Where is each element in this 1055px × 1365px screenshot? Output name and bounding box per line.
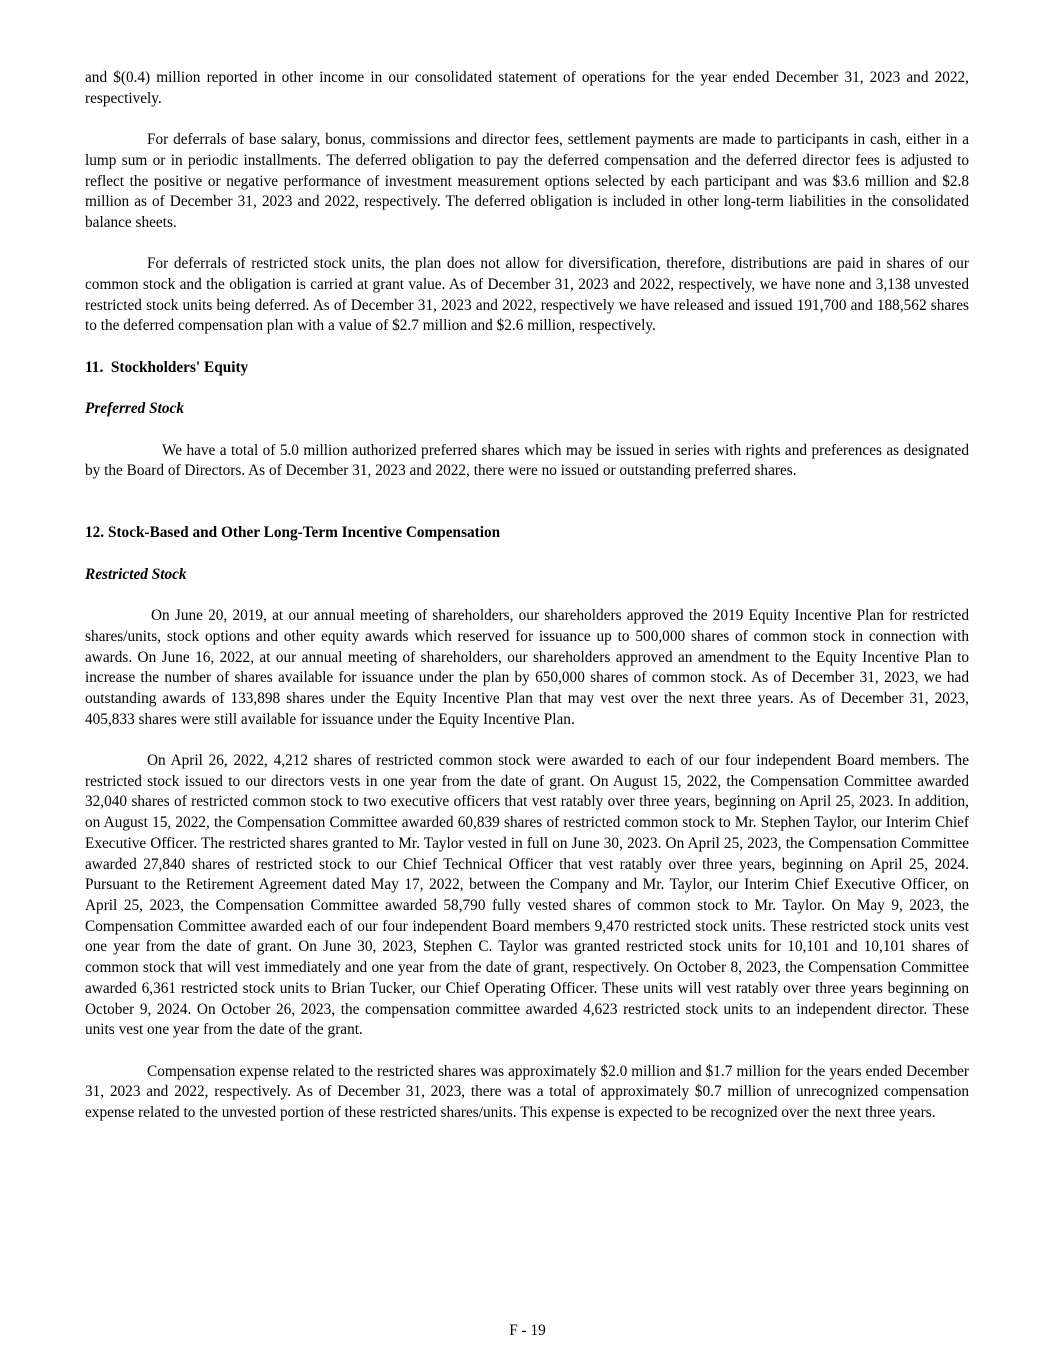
paragraph-compensation-expense: Compensation expense related to the restricted shares was approximately $2.0 million and $1.7 million for the years ended December 31, 2023 and 2022, respectively. As of December 31, 2023, there was a total of approximately $0.7 million of unrecognized compensation expense related to the unvested portion of these restricted shares/units. This expense is expected to be recognized over the next three years. — [85, 1062, 969, 1121]
section-heading-stock-compensation: 12. Stock-Based and Other Long-Term Incentive Compensation — [85, 524, 501, 542]
paragraph-restricted-awards: On April 26, 2022, 4,212 shares of restricted common stock were awarded to each of our four independent Board members. The restricted stock issued to our directors vests in one year from the date of grant. On August 15, 2022, the Compensation Committee awarded 32,040 shares of restricted common stock to two executive officers that vest ratably over three years, beginning on April 25, 2023. In addition, on August 15, 2022, the Compensation Committee awarded 60,839 shares of restricted common stock to Mr. Stephen Taylor, our Interim Chief Executive Officer. The restricted shares granted to Mr. Taylor vested in full on June 30, 2023. On April 25, 2023, the Compensation Committee awarded 27,840 shares of restricted stock to our Chief Technical Officer that vest ratably over three years, beginning on April 25, 2024. Pursuant to the Retirement Agreement dated May 17, 2022, between the Company and Mr. Taylor, our Interim Chief Executive Officer, on April 25, 2023, the Compensation Committee awarded 58,790 fully vested shares of common stock to Mr. Taylor. On May 9, 2023, the Compensation Committee awarded each of our four independent Board members 9,470 restricted stock units. These restricted stock units vest one year from the date of grant. On June 30, 2023, Stephen C. Taylor was granted restricted stock units for 10,101 and 10,101 shares of common stock that will vest immediately and one year from the date of grant, respectively. On October 8, 2023, the Compensation Committee awarded 6,361 restricted stock units to Brian Tucker, our Chief Operating Officer. These units will vest ratably over three years beginning on October 9, 2024. On October 26, 2023, the compensation committee awarded 4,623 restricted stock units to an independent director. These units vest one year from the date of the grant. — [85, 752, 969, 1039]
subheading-preferred-stock: Preferred Stock — [85, 400, 184, 418]
paragraph-deferrals-rsu: For deferrals of restricted stock units, the plan does not allow for diversification, therefore, distributions are paid in shares of our common stock and the obligation is carried at grant value. As of December 31, 2023 and 2022, respectively, we have none and 3,138 unvested restricted stock units being deferred. As of December 31, 2023 and 2022, respectively we have released and issued 191,700 and 188,562 shares to the deferred compensation plan with a value of $2.7 million and $2.6 million, respectively. — [85, 255, 969, 335]
section-heading-stockholders-equity: 11. Stockholders' Equity — [85, 358, 249, 376]
paragraph-preferred-stock: We have a total of 5.0 million authorized preferred shares which may be issued in series with rights and preferences as designated by the Board of Directors. As of December 31, 2023 and 2022, there were no issued or outstanding preferred shares. — [85, 441, 969, 480]
document-body — [85, 68, 969, 1124]
page-number: F - 19 — [509, 1322, 546, 1339]
paragraph-deferrals-salary: For deferrals of base salary, bonus, commissions and director fees, settlement payments are made to participants in cash, either in a lump sum or in periodic installments. The deferred obligation to pay the deferred compensation and the deferred director fees is adjusted to reflect the positive or negative performance of investment measurement options selected by each participant and was $3.6 million and $2.8 million as of December 31, 2023 and 2022, respectively. The deferred obligation is included in other long-term liabilities in the consolidated balance sheets. — [85, 131, 969, 231]
paragraph-other-income: and $(0.4) million reported in other income in our consolidated statement of operations for the year ended December 31, 2023 and 2022, respectively. — [85, 69, 969, 107]
paragraph-equity-incentive-plan: On June 20, 2019, at our annual meeting of shareholders, our shareholders approved the 2019 Equity Incentive Plan for restricted shares/units, stock options and other equity awards which reserved for issuance up to 500,000 shares of common stock in connection with awards. On June 16, 2022, at our annual meeting of shareholders, our shareholders approved an amendment to the Equity Incentive Plan to increase the number of shares available for issuance under the plan by 650,000 shares of common stock. As of December 31, 2023, we had outstanding awards of 133,898 shares under the Equity Incentive Plan that may vest over the next three years. As of December 31, 2023, 405,833 shares were still available for issuance under the Equity Incentive Plan. — [85, 607, 969, 728]
subheading-restricted-stock: Restricted Stock — [85, 565, 187, 583]
